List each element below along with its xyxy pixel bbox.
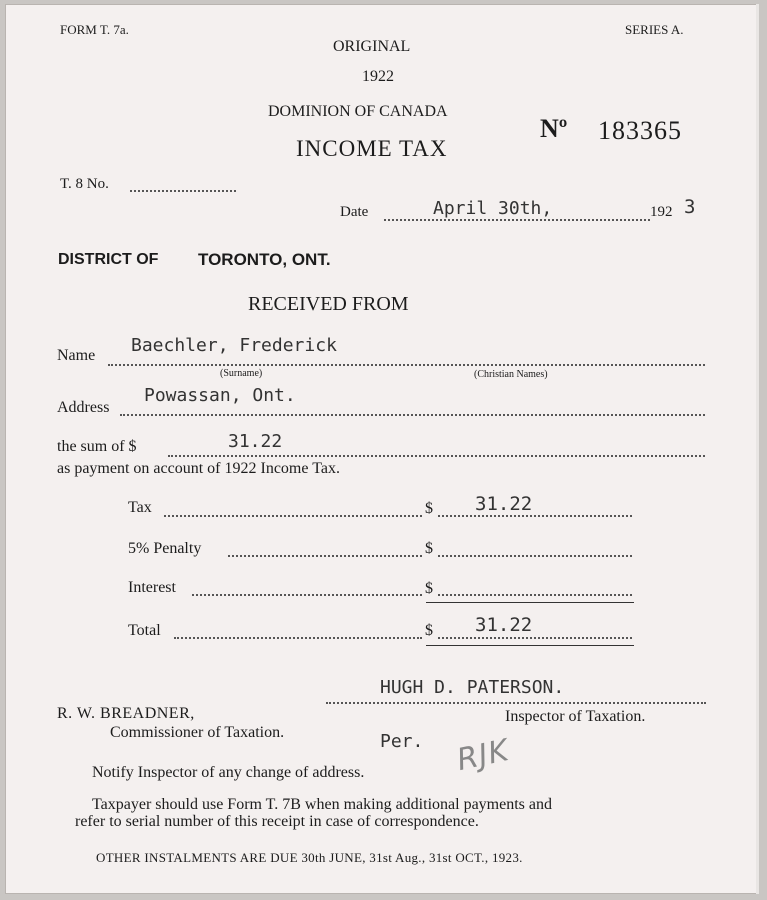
total-currency: $ bbox=[425, 622, 433, 639]
interest-currency: $ bbox=[425, 580, 433, 597]
received-from-heading: RECEIVED FROM bbox=[248, 293, 409, 315]
sum-label: the sum of $ bbox=[57, 438, 137, 455]
date-line bbox=[384, 219, 650, 221]
receipt-number-label: Nº bbox=[540, 114, 568, 143]
form-number: FORM T. 7a. bbox=[60, 22, 129, 37]
tax-value: 31.22 bbox=[475, 493, 533, 515]
name-label: Name bbox=[57, 347, 96, 364]
inspector-line bbox=[326, 702, 706, 704]
name-value: Baechler, Frederick bbox=[131, 335, 337, 356]
district-label: DISTRICT OF bbox=[58, 251, 159, 268]
t8-label: T. 8 No. bbox=[60, 176, 109, 192]
instalments-note: OTHER INSTALMENTS ARE DUE 30th JUNE, 31st Aug., 31st OCT., 1923. bbox=[96, 850, 523, 865]
initials-signature: RJK bbox=[453, 732, 513, 779]
form-title: INCOME TAX bbox=[296, 136, 448, 161]
inspector-title: Inspector of Taxation. bbox=[505, 708, 646, 725]
penalty-label: 5% Penalty bbox=[128, 540, 202, 557]
taxpayer-note-line2: refer to serial number of this receipt in case of correspondence. bbox=[75, 813, 479, 830]
payment-text: as payment on account of 1922 Income Tax. bbox=[57, 460, 340, 477]
total-value: 31.22 bbox=[475, 614, 533, 636]
penalty-label-line bbox=[228, 555, 422, 557]
per-label: Per. bbox=[380, 731, 424, 752]
address-value: Powassan, Ont. bbox=[144, 385, 296, 406]
date-year-prefix: 192 bbox=[650, 204, 673, 220]
total-label-line bbox=[174, 637, 422, 639]
sum-value: 31.22 bbox=[228, 431, 283, 452]
total-label: Total bbox=[128, 622, 161, 639]
tax-label: Tax bbox=[128, 499, 152, 516]
interest-rule bbox=[426, 602, 634, 603]
sum-line bbox=[168, 455, 705, 457]
interest-value-line bbox=[438, 594, 632, 596]
series-label: SERIES A. bbox=[625, 22, 684, 37]
commissioner-name: R. W. BREADNER, bbox=[57, 705, 195, 722]
total-rule bbox=[426, 645, 634, 646]
inspector-name: HUGH D. PATERSON. bbox=[380, 677, 565, 698]
address-label: Address bbox=[57, 399, 110, 416]
header-year: 1922 bbox=[362, 68, 394, 85]
t8-line bbox=[130, 190, 236, 192]
surname-caption: (Surname) bbox=[220, 368, 263, 379]
commissioner-title: Commissioner of Taxation. bbox=[110, 724, 285, 741]
copy-label: ORIGINAL bbox=[333, 38, 411, 55]
address-line bbox=[120, 414, 705, 416]
district-value: TORONTO, ONT. bbox=[198, 250, 331, 269]
date-value: April 30th, bbox=[433, 198, 553, 219]
tax-value-line bbox=[438, 515, 632, 517]
christian-names-caption: (Christian Names) bbox=[474, 369, 548, 380]
receipt-number: 183365 bbox=[598, 116, 682, 145]
dominion-label: DOMINION OF CANADA bbox=[268, 103, 448, 120]
tax-currency: $ bbox=[425, 500, 433, 517]
date-label: Date bbox=[340, 204, 369, 220]
paper-edge bbox=[756, 4, 759, 894]
penalty-value-line bbox=[438, 555, 632, 557]
notify-note: Notify Inspector of any change of address. bbox=[92, 764, 365, 781]
total-value-line bbox=[438, 637, 632, 639]
taxpayer-note-line1: Taxpayer should use Form T. 7B when making additional payments and bbox=[92, 796, 552, 813]
name-line bbox=[108, 364, 705, 366]
tax-label-line bbox=[164, 515, 422, 517]
date-year-digit: 3 bbox=[684, 196, 696, 218]
penalty-currency: $ bbox=[425, 540, 433, 557]
interest-label-line bbox=[192, 594, 422, 596]
interest-label: Interest bbox=[128, 579, 176, 596]
